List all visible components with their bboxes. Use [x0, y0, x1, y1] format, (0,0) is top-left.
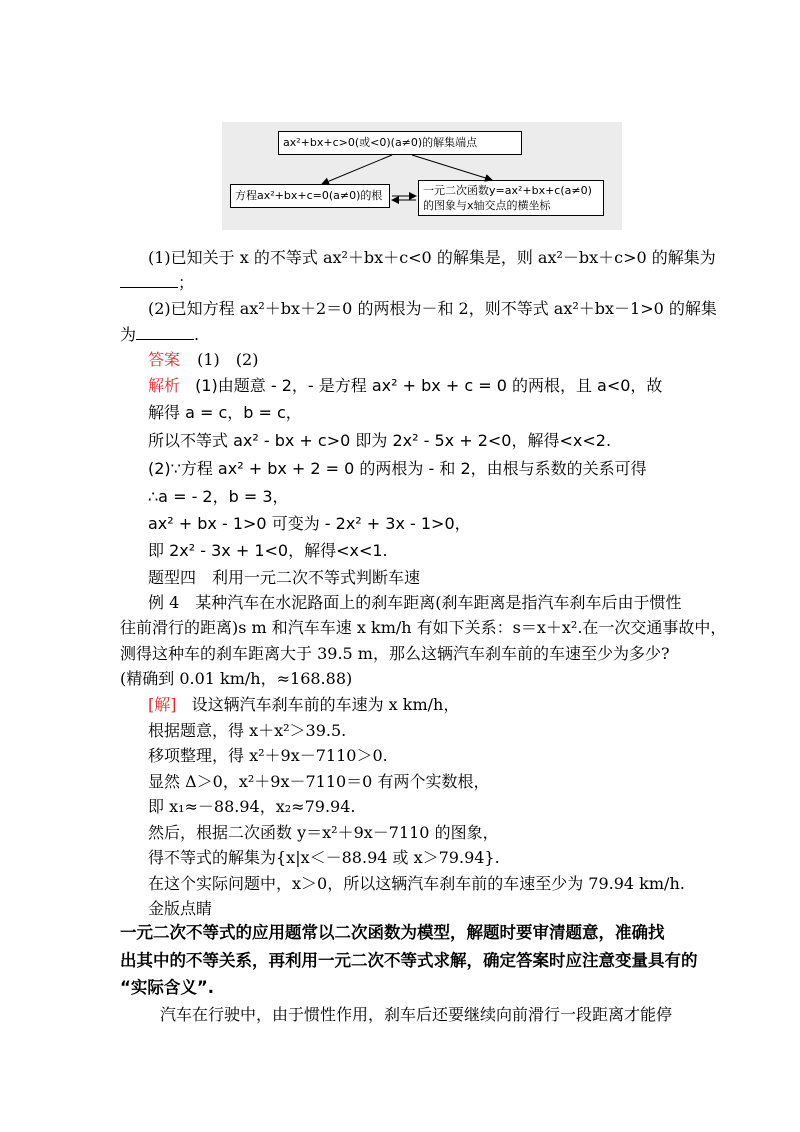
solution-text-1: 设这辆汽车刹车前的车速为 x km/h， [191, 695, 460, 714]
example-4-line-4: (精确到 0.01 km/h，≈168.88) [120, 669, 353, 688]
analysis-line-1 [148, 375, 662, 397]
problem-1-blank-line [120, 272, 194, 294]
semicolon: ； [178, 273, 195, 292]
arrow-top-to-left [322, 155, 392, 184]
problem-2-blank-line [120, 324, 199, 346]
solution-line-7: 得不等式的解集为{x|x＜－88.94 或 x＞79.94}. [148, 848, 500, 867]
analysis-line-7: 即 2x² - 3x + 1<0，解得<x<1. [148, 541, 388, 560]
period: . [194, 325, 200, 344]
analysis-label: 解析 [148, 376, 181, 395]
diagram-left-box: 方程ax²+bx+c=0(a≠0)的根 [230, 184, 390, 208]
example-4-line-3: 测得这种车的刹车距离大于 39.5 m，那么这辆汽车刹车前的车速至少为多少? [120, 644, 670, 663]
answer-blank-1 [120, 272, 178, 288]
diagram-top-box: ax²+bx+c>0(或<0)(a≠0)的解集端点 [278, 131, 522, 155]
golden-tip-title: 金版点睛 [148, 899, 213, 918]
answer-blank-2 [136, 324, 194, 340]
analysis-line-4: (2)∵方程 ax² + bx + 2 = 0 的两根为 - 和 2，由根与系数的关系可得 [148, 459, 647, 478]
next-paragraph-line: 汽车在行驶中，由于惯性作用，刹车后还要继续向前滑行一段距离才能停 [160, 1005, 673, 1024]
problem-1-line: (1)已知关于 x 的不等式 ax²＋bx＋c<0 的解集是，则 ax²－bx＋c>0 的解集为 [148, 248, 716, 267]
solution-line-8: 在这个实际问题中，x＞0，所以这辆汽车刹车前的车速至少为 79.94 km/h. [148, 874, 685, 893]
diagram-right-box-line1: 一元二次函数y=ax²+bx+c(a≠0) [423, 184, 592, 197]
diagram-right-box-line2: 的图象与x轴交点的横坐标 [423, 199, 551, 212]
solution-line-3: 移项整理，得 x²＋9x－7110＞0. [148, 746, 388, 765]
solution-line-6: 然后，根据二次函数 y＝x²＋9x－7110 的图象， [148, 823, 499, 842]
solution-line-2: 根据题意，得 x＋x²＞39.5. [148, 721, 347, 740]
solution-line-5: 即 x₁≈－88.94，x₂≈79.94. [148, 797, 356, 816]
problem-2-line: (2)已知方程 ax²＋bx＋2＝0 的两根为－和 2，则不等式 ax²＋bx－1>0 的解集 [148, 299, 717, 318]
section-title: 题型四 利用一元二次不等式判断车速 [148, 568, 421, 587]
example-4-line-1: 例 4 某种汽车在水泥路面上的刹车距离(刹车距离是指汽车刹车后由于惯性 [148, 593, 682, 612]
analysis-line-3: 所以不等式 ax² - bx + c>0 即为 2x² - 5x + 2<0，解得<x<2. [148, 431, 612, 450]
flow-diagram [222, 122, 622, 230]
wei-char: 为 [120, 325, 137, 344]
solution-line-1 [148, 694, 459, 716]
golden-tip-line-3: “实际含义”. [120, 978, 214, 997]
solution-label: [解] [148, 695, 177, 714]
example-4-line-2: 往前滑行的距离)s m 和汽车车速 x km/h 有如下关系：s＝x＋x².在一次交通事故中， [120, 618, 727, 637]
analysis-line-5: ∴a = - 2，b = 3， [148, 487, 289, 506]
golden-tip-line-2: 出其中的不等关系，再利用一元二次不等式求解，确定答案时应注意变量具有的 [120, 951, 698, 970]
analysis-line-2: 解得 a = c，b = c， [148, 403, 302, 422]
answer-line [148, 349, 258, 371]
answer-text: (1) (2) [197, 350, 259, 369]
analysis-line-6: ax² + bx - 1>0 可变为 - 2x² + 3x - 1>0， [148, 514, 471, 533]
solution-line-4: 显然 Δ＞0，x²＋9x－7110＝0 有两个实数根， [148, 772, 490, 791]
analysis-text-1: (1)由题意 - 2，- 是方程 ax² + bx + c = 0 的两根，且 a<0，故 [195, 376, 663, 395]
arrow-top-to-right [412, 155, 492, 180]
diagram-arrows [222, 122, 622, 230]
golden-tip-line-1: 一元二次不等式的应用题常以二次函数为模型，解题时要审清题意，准确找 [120, 923, 665, 942]
answer-label: 答案 [148, 350, 181, 369]
